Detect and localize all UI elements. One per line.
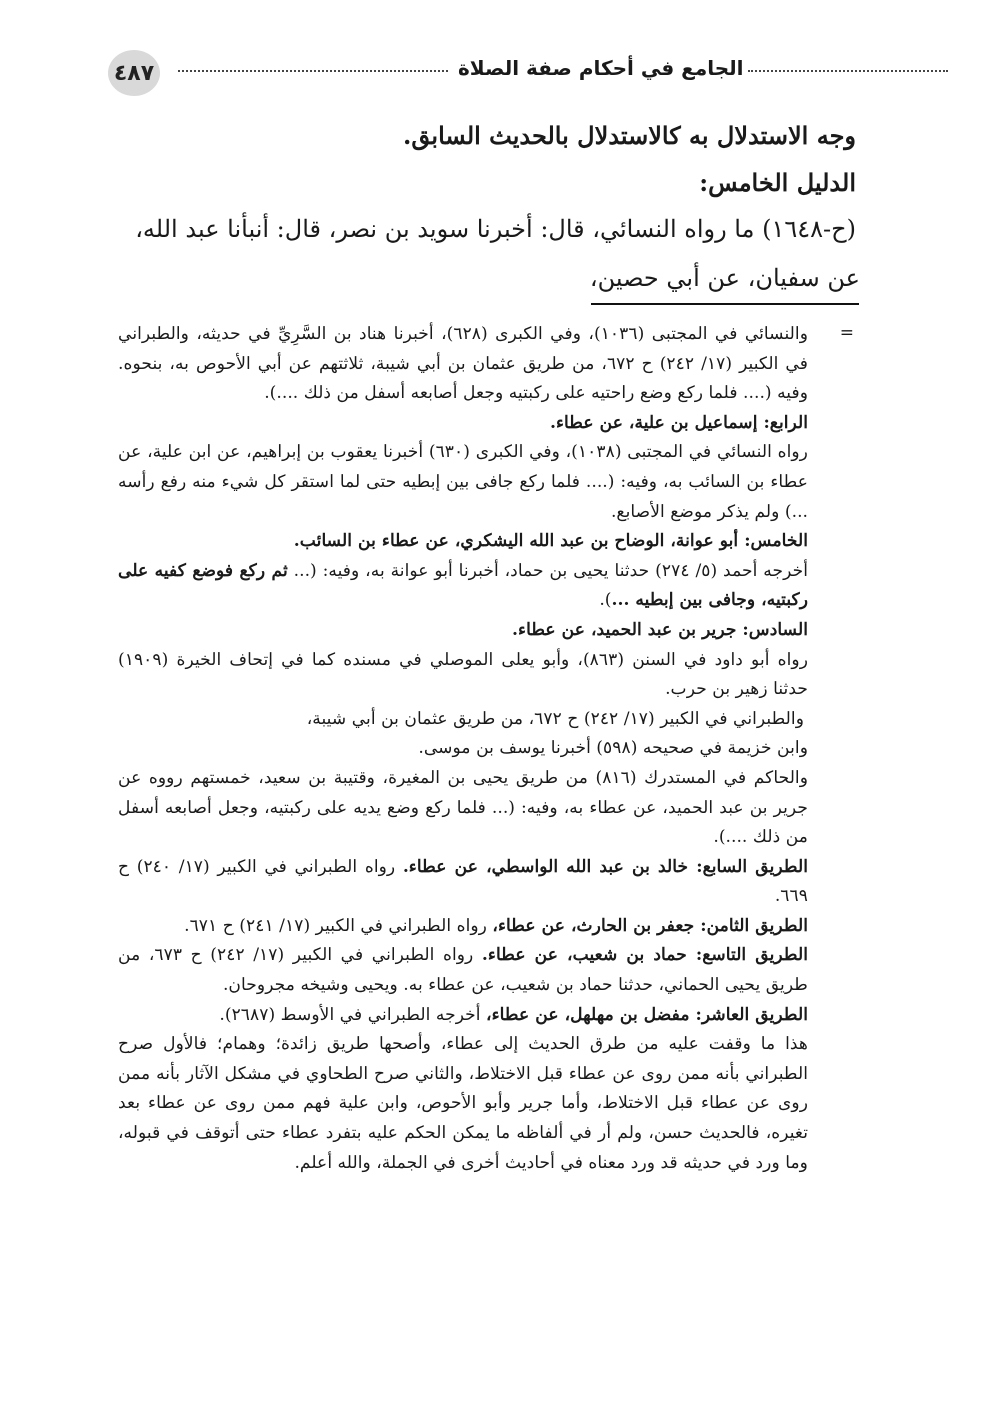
footnote-para-11: هذا ما وقفت عليه من طرق الحديث إلى عطاء، وأصحها طريق زائدة؛ وهمام؛ فالأول صرح الطبراني بأنه ممن روى عن عطاء قبل الاختلاط، والثاني صرح الطحاوي في مشكل الآثار بأنه ممن روى عن عطاء قبل الاختلاط، وأما جرير وأبو الأحوص، وابن علية فهم ممن روى عن عطاء بعد تغيره، فالحديث حسن، ولم أر في ألفاظه ما يمكن الحكم عليه بتفرد عطاء حتى أتوقف في قبوله، وما ورد في حديثه قد ورد معناه في أحاديث أخرى في الجملة، والله أعلم. bbox=[118, 1034, 808, 1173]
footnotes bbox=[118, 320, 808, 1178]
footnote-heading-9: الطريق التاسع: حماد بن شعيب، عن عطاء. bbox=[481, 945, 808, 966]
footnote-continuation-mark: = bbox=[839, 323, 854, 343]
footnote-text-7: رواه الطبراني في الكبير (١٧/ ٢٤٠) ح ٦٦٩. bbox=[118, 856, 808, 907]
footnote-text-10: أخرجه الطبراني في الأوسط (٢٦٨٧). bbox=[219, 1004, 487, 1025]
footnote-para-6a: رواه أبو داود في السنن (٨٦٣)، وأبو يعلى الموصلي في مسنده كما في إتحاف الخيرة (١٩٠٩) حدثنا زهير بن حرب. bbox=[118, 649, 808, 700]
footnote-para-5a: أخرجه أحمد (٥/ ٢٧٤) حدثنا يحيى بن حماد، أخبرنا أبو عوانة به، وفيه: (... bbox=[293, 560, 808, 581]
footnote-heading-8: الطريق الثامن: جعفر بن الحارث، عن عطاء، bbox=[492, 915, 808, 936]
footnote-para-6c: وابن خزيمة في صحيحه (٥٩٨) أخبرنا يوسف بن موسى. bbox=[418, 738, 808, 759]
footnote-para-9 bbox=[118, 941, 808, 1000]
footnote-para-6b: والطبراني في الكبير (١٧/ ٢٤٢) ح ٦٧٢، من طريق عثمان بن أبي شيبة، bbox=[306, 708, 804, 729]
footnote-text-8: رواه الطبراني في الكبير (١٧/ ٢٤١) ح ٦٧١. bbox=[184, 915, 493, 936]
footnote-para-5 bbox=[118, 557, 808, 616]
footnote-para-6d: والحاكم في المستدرك (٨١٦) من طريق يحيى بن المغيرة، وقتيبة بن سعيد، خمستهم رووه عن جرير بن عبد الحميد، عن عطاء به، وفيه: (... فلما ركع وضع يديه على ركبتيه، وجعل أصابعه أسفل من ذلك ....). bbox=[118, 767, 809, 848]
footnote-heading-7: الطريق السابع: خالد بن عبد الله الواسطي، عن عطاء. bbox=[402, 856, 808, 877]
footnote-para-8 bbox=[118, 912, 808, 942]
footnote-para-1: والنسائي في المجتبى (١٠٣٦)، وفي الكبرى (٦٢٨)، أخبرنا هناد بن السَّرِيِّ في حديثه، والطبراني في الكبير (١٧/ ٢٤٢) ح ٦٧٢، من طريق عثمان بن أبي شيبة، ثلاثتهم عن أبي الأحوص به، بنحوه. وفيه (.... فلما ركع وضع راحتيه على ركبتيه وجعل أصابعه أسفل من ذلك ....). bbox=[118, 324, 808, 404]
footnote-heading-5: الخامس: أبو عوانة، الوضاح بن عبد الله اليشكري، عن عطاء بن السائب. bbox=[293, 531, 808, 552]
footnote-para-10 bbox=[118, 1001, 808, 1031]
running-header bbox=[108, 50, 844, 100]
running-title: الجامع في أحكام صفة الصلاة bbox=[458, 56, 744, 80]
footnote-para-5c: ). bbox=[599, 590, 612, 611]
footnote-separator bbox=[591, 303, 859, 305]
footnote-para-7 bbox=[118, 853, 808, 912]
footnote-para-5-bold: ثم ركع فوضع كفيه على ركبتيه، وجافى بين إبطيه ... bbox=[118, 560, 808, 611]
page-number: ٤٨٧ bbox=[108, 50, 160, 96]
footnote-text-9: رواه الطبراني في الكبير (١٧/ ٢٤٢) ح ٦٧٣، من طريق يحيى الحماني، حدثنا حماد بن شعيب، عن عطاء به. ويحيى وشيخه مجروحان. bbox=[118, 945, 808, 996]
footnote-para-4: رواه النسائي في المجتبى (١٠٣٨)، وفي الكبرى (٦٣٠) أخبرنا يعقوب بن إبراهيم، عن ابن علية، عن عطاء بن السائب به، وفيه: (.... فلما ركع جافى بين إبطيه حتى لما استقر كل شيء منه رفع رأسه ...) ولم يذكر موضع الأصابع. bbox=[118, 442, 808, 522]
header-dotted-leader-right bbox=[748, 70, 948, 72]
footnote-heading-4: الرابع: إسماعيل بن علية، عن عطاء. bbox=[549, 412, 808, 433]
main-line-1: وجه الاستدلال به كالاستدلال بالحديث السابق. bbox=[403, 121, 856, 150]
section-heading: الدليل الخامس: bbox=[699, 168, 856, 197]
main-text bbox=[135, 112, 856, 253]
header-dotted-leader bbox=[178, 70, 448, 72]
footnote-heading-10: الطريق العاشر: مفضل بن مهلهل، عن عطاء، bbox=[486, 1004, 808, 1025]
footnote-heading-6: السادس: جرير بن عبد الحميد، عن عطاء. bbox=[512, 619, 808, 640]
main-line-3: (ح-١٦٤٨) ما رواه النسائي، قال: أخبرنا سويد بن نصر، قال: أنبأنا عبد الله، bbox=[135, 215, 856, 243]
main-line-4: عن سفيان، عن أبي حصين، bbox=[589, 264, 860, 292]
